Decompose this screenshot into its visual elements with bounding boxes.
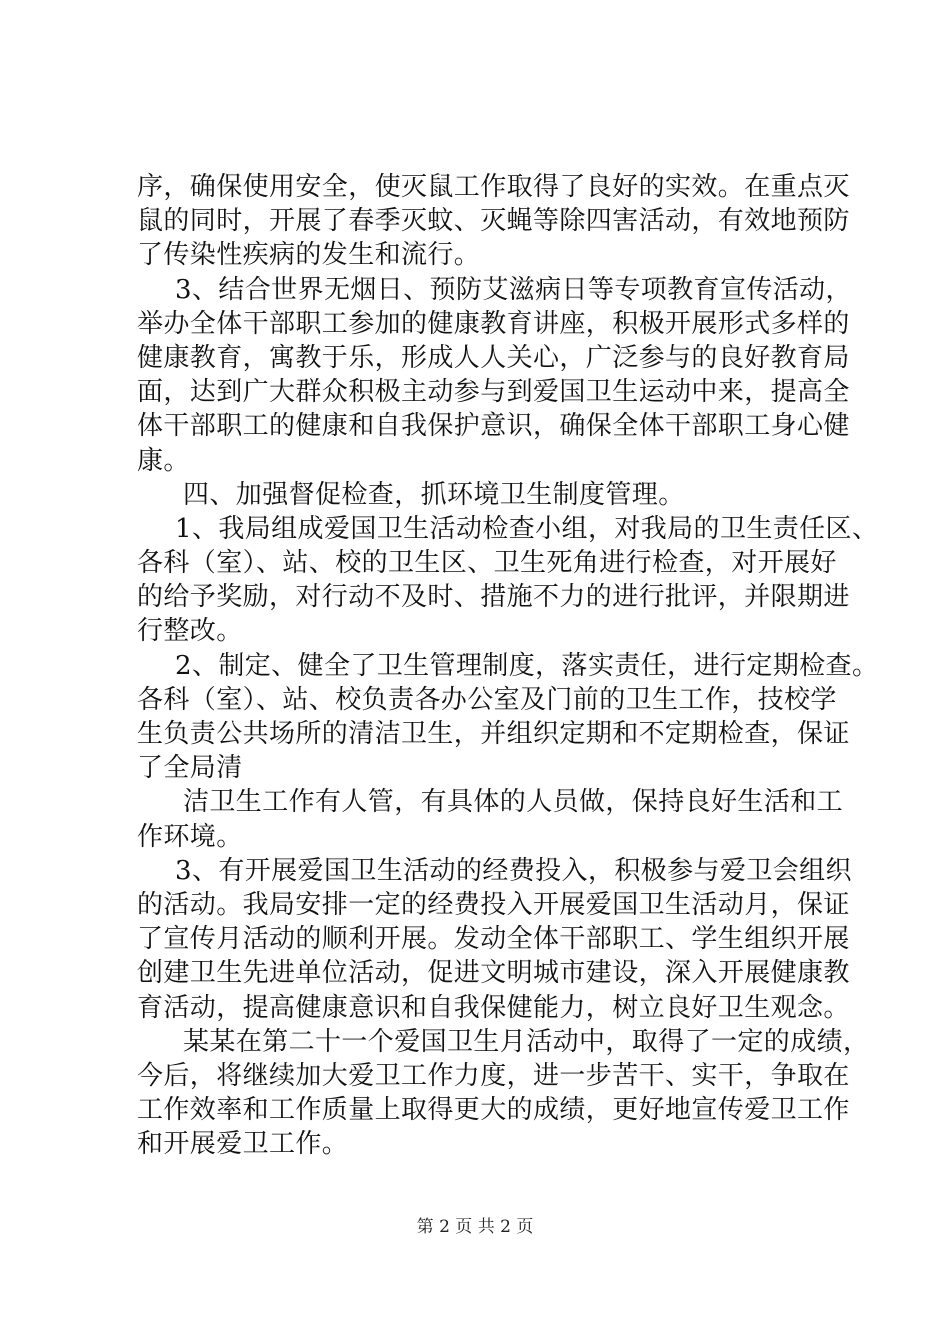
- text-line: 作环境。: [137, 821, 243, 852]
- text-line: 了全局清: [137, 753, 243, 784]
- text-line: 各科（室）、站、校负责各办公室及门前的卫生工作，技校学: [137, 684, 837, 715]
- text-line: 健康教育，寓教于乐，形成人人关心，广泛参与的良好教育局: [137, 342, 850, 373]
- text-line: 的给予奖励，对行动不及时、措施不力的进行批评，并限期进: [137, 582, 850, 613]
- text-line: 行整改。: [137, 616, 243, 647]
- text-line: 了传染性疾病的发生和流行。: [137, 240, 481, 271]
- text-line: 育活动，提高健康意识和自我保健能力，树立良好卫生观念。: [137, 992, 850, 1023]
- text-line: 的活动。我局安排一定的经费投入开展爱国卫生活动月，保证: [137, 889, 850, 920]
- text-line: 和开展爱卫工作。: [137, 1129, 349, 1160]
- text-line: 了宣传月活动的顺利开展。发动全体干部职工、学生组织开展: [137, 924, 850, 955]
- text-line: 举办全体干部职工参加的健康教育讲座，积极开展形式多样的: [137, 308, 850, 339]
- paragraph-start-line: 某某在第二十一个爱国卫生月活动中，取得了一定的成绩，: [183, 1026, 870, 1057]
- text-line: 今后，将继续加大爱卫工作力度，进一步苦干、实干，争取在: [137, 1060, 850, 1091]
- text-line: 生负责公共场所的清洁卫生，并组织定期和不定期检查，保证: [137, 719, 850, 749]
- paragraph-start-line: 3、有开展爱国卫生活动的经费投入，积极参与爱卫会组织: [175, 855, 852, 886]
- text-line: 体干部职工的健康和自我保护意识，确保全体干部职工身心健: [137, 411, 850, 442]
- page-number-footer: 第 2 页 共 2 页: [416, 1217, 534, 1237]
- text-line: 面，达到广大群众积极主动参与到爱国卫生运动中来，提高全: [137, 377, 850, 408]
- paragraph-start-line: 1、我局组成爱国卫生活动检查小组，对我局的卫生责任区、: [175, 513, 879, 544]
- text-line: 康。: [137, 445, 190, 476]
- text-line: 工作效率和工作质量上取得更大的成绩，更好地宣传爱卫工作: [137, 1095, 850, 1126]
- paragraph-start-line: 3、结合世界无烟日、预防艾滋病日等专项教育宣传活动，: [175, 274, 852, 305]
- paragraph-start-line: 2、制定、健全了卫生管理制度，落实责任，进行定期检查。: [175, 650, 879, 681]
- text-line: 创建卫生先进单位活动，促进文明城市建设，深入开展健康教: [137, 958, 850, 989]
- paragraph-start-line: 洁卫生工作有人管，有具体的人员做，保持良好生活和工: [183, 787, 844, 818]
- text-line: 鼠的同时，开展了春季灭蚊、灭蝇等除四害活动，有效地预防: [137, 206, 850, 237]
- section-heading: 四、加强督促检查，抓环境卫生制度管理。: [183, 479, 685, 510]
- text-line: 序，确保使用安全，使灭鼠工作取得了良好的实效。在重点灭: [137, 172, 850, 202]
- document-body: [137, 170, 879, 1161]
- text-line: 各科（室）、站、校的卫生区、卫生死角进行检查，对开展好: [137, 548, 837, 579]
